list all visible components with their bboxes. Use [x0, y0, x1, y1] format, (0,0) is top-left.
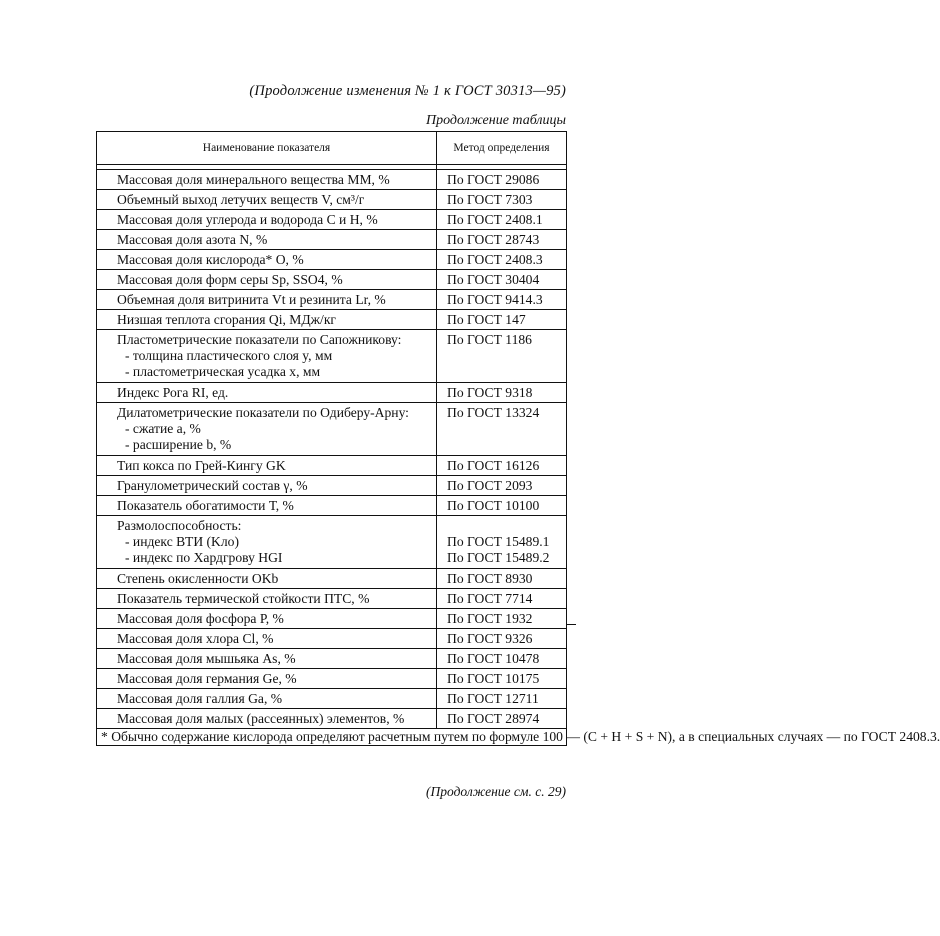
- method-value: По ГОСТ 13324: [447, 405, 540, 420]
- method-value: По ГОСТ 9326: [437, 629, 567, 649]
- indicator-name: Массовая доля фосфора Р, %: [97, 609, 437, 629]
- indicator-sub-item: - индекс по Хардгрову HGI: [125, 550, 283, 565]
- footnote-row: [97, 729, 567, 746]
- table-row: [97, 669, 567, 689]
- table-row: [97, 609, 567, 629]
- indicators-table: [96, 131, 940, 746]
- column-header-method: [437, 132, 567, 165]
- indicator-name: Массовая доля галлия Ga, %: [97, 689, 437, 709]
- indicator-name: Гранулометрический состав γ, %: [97, 476, 437, 496]
- indicator-name: Массовая доля малых (рассеянных) элементов, %: [97, 709, 437, 729]
- footnote: * Обычно содержание кислорода определяют расчетным путем по формуле 100 — (С + Н + S + N), а в специальных случаях — по ГОСТ 2408.3.: [97, 729, 567, 746]
- method-value: По ГОСТ 29086: [437, 170, 567, 190]
- indicator-name: Дилатометрические показатели по Одиберу-Арну:: [117, 405, 409, 420]
- method-value: По ГОСТ 1932: [437, 609, 567, 629]
- table-row: [97, 330, 567, 383]
- method-value: По ГОСТ 2093: [437, 476, 567, 496]
- indicator-name: Массовая доля углерода и водорода С и Н, %: [97, 210, 437, 230]
- table-body: [97, 165, 940, 746]
- indicator-sub-item: - расширение b, %: [125, 437, 232, 452]
- method-value: По ГОСТ 10175: [437, 669, 567, 689]
- table-continuation-label: Продолжение таблицы: [425, 113, 566, 128]
- indicator-name: Массовая доля хлора Cl, %: [97, 629, 437, 649]
- method-value: По ГОСТ 10100: [437, 496, 567, 516]
- table-row: [97, 403, 567, 456]
- table-row: [97, 476, 567, 496]
- method-value: По ГОСТ 1186: [447, 332, 532, 347]
- indicator-name: Показатель обогатимости Т, %: [97, 496, 437, 516]
- indicator-name: Пластометрические показатели по Сапожникову:: [117, 332, 402, 347]
- table-row: [97, 589, 567, 609]
- method-value: По ГОСТ 2408.3: [437, 250, 567, 270]
- indicator-sub-item: - толщина пластического слоя y, мм: [125, 348, 333, 363]
- page-footer: (Продолжение см. с. 29): [426, 784, 566, 799]
- indicator-name: Размолоспособность:: [117, 518, 242, 533]
- table-row: [97, 230, 567, 250]
- method-value: По ГОСТ 7714: [437, 589, 567, 609]
- table-row: [97, 270, 567, 290]
- table-row: [97, 250, 567, 270]
- indicator-name: Массовая доля азота N, %: [97, 230, 437, 250]
- table-row: [97, 310, 567, 330]
- method-value: По ГОСТ 28974: [437, 709, 567, 729]
- method-value: По ГОСТ 15489.1: [447, 534, 550, 549]
- indicator-name: Степень окисленности OKb: [97, 569, 437, 589]
- table-row: [97, 290, 567, 310]
- method-value: По ГОСТ 12711: [437, 689, 567, 709]
- indicator-name: Низшая теплота сгорания Qi, МДж/кг: [97, 310, 437, 330]
- table-row: [97, 629, 567, 649]
- method-value: По ГОСТ 9414.3: [437, 290, 567, 310]
- stray-line: [566, 624, 576, 625]
- method-value: По ГОСТ 10478: [437, 649, 567, 669]
- table-row: [97, 496, 567, 516]
- indicator-name: Массовая доля минерального вещества ММ, %: [97, 170, 437, 190]
- table-row: [97, 190, 567, 210]
- method-value: По ГОСТ 2408.1: [437, 210, 567, 230]
- column-header-name: Наименование показателя: [97, 132, 437, 165]
- page-header: (Продолжение изменения № 1 к ГОСТ 30313—95): [249, 83, 566, 99]
- table-row: [97, 569, 567, 589]
- indicator-name: Показатель термической стойкости ПТС, %: [97, 589, 437, 609]
- method-value: По ГОСТ 28743: [437, 230, 567, 250]
- method-value: По ГОСТ 16126: [437, 456, 567, 476]
- indicator-sub-item: - сжатие a, %: [125, 421, 201, 436]
- method-value: По ГОСТ 7303: [437, 190, 567, 210]
- table-row: [97, 649, 567, 669]
- method-value: По ГОСТ 30404: [437, 270, 567, 290]
- column-header-method-label: Метод определения: [453, 141, 550, 154]
- method-value: По ГОСТ 15489.2: [447, 550, 550, 565]
- indicator-name: Объемная доля витринита Vt и резинита Lr, %: [97, 290, 437, 310]
- method-value: По ГОСТ 8930: [437, 569, 567, 589]
- indicator-name: Массовая доля кислорода* О, %: [97, 250, 437, 270]
- table-row: [97, 210, 567, 230]
- method-value: По ГОСТ 147: [437, 310, 567, 330]
- table-row: [97, 170, 567, 190]
- indicator-name: Массовая доля форм серы Sp, SSO4, %: [97, 270, 437, 290]
- indicator-name: Массовая доля германия Ge, %: [97, 669, 437, 689]
- indicator-sub-item: - индекс ВТИ (Kло): [125, 534, 239, 549]
- table-row: [97, 383, 567, 403]
- table-row: [97, 709, 567, 729]
- indicator-name: Массовая доля мышьяка As, %: [97, 649, 437, 669]
- indicator-name: Тип кокса по Грей-Кингу GK: [97, 456, 437, 476]
- method-value: По ГОСТ 9318: [437, 383, 567, 403]
- indicator-sub-item: - пластометрическая усадка x, мм: [125, 364, 321, 379]
- table-row: [97, 516, 567, 569]
- table-row: [97, 456, 567, 476]
- indicator-name: Индекс Рога RI, ед.: [97, 383, 437, 403]
- table-row: [97, 689, 567, 709]
- indicator-name: Объемный выход летучих веществ V, см³/г: [97, 190, 437, 210]
